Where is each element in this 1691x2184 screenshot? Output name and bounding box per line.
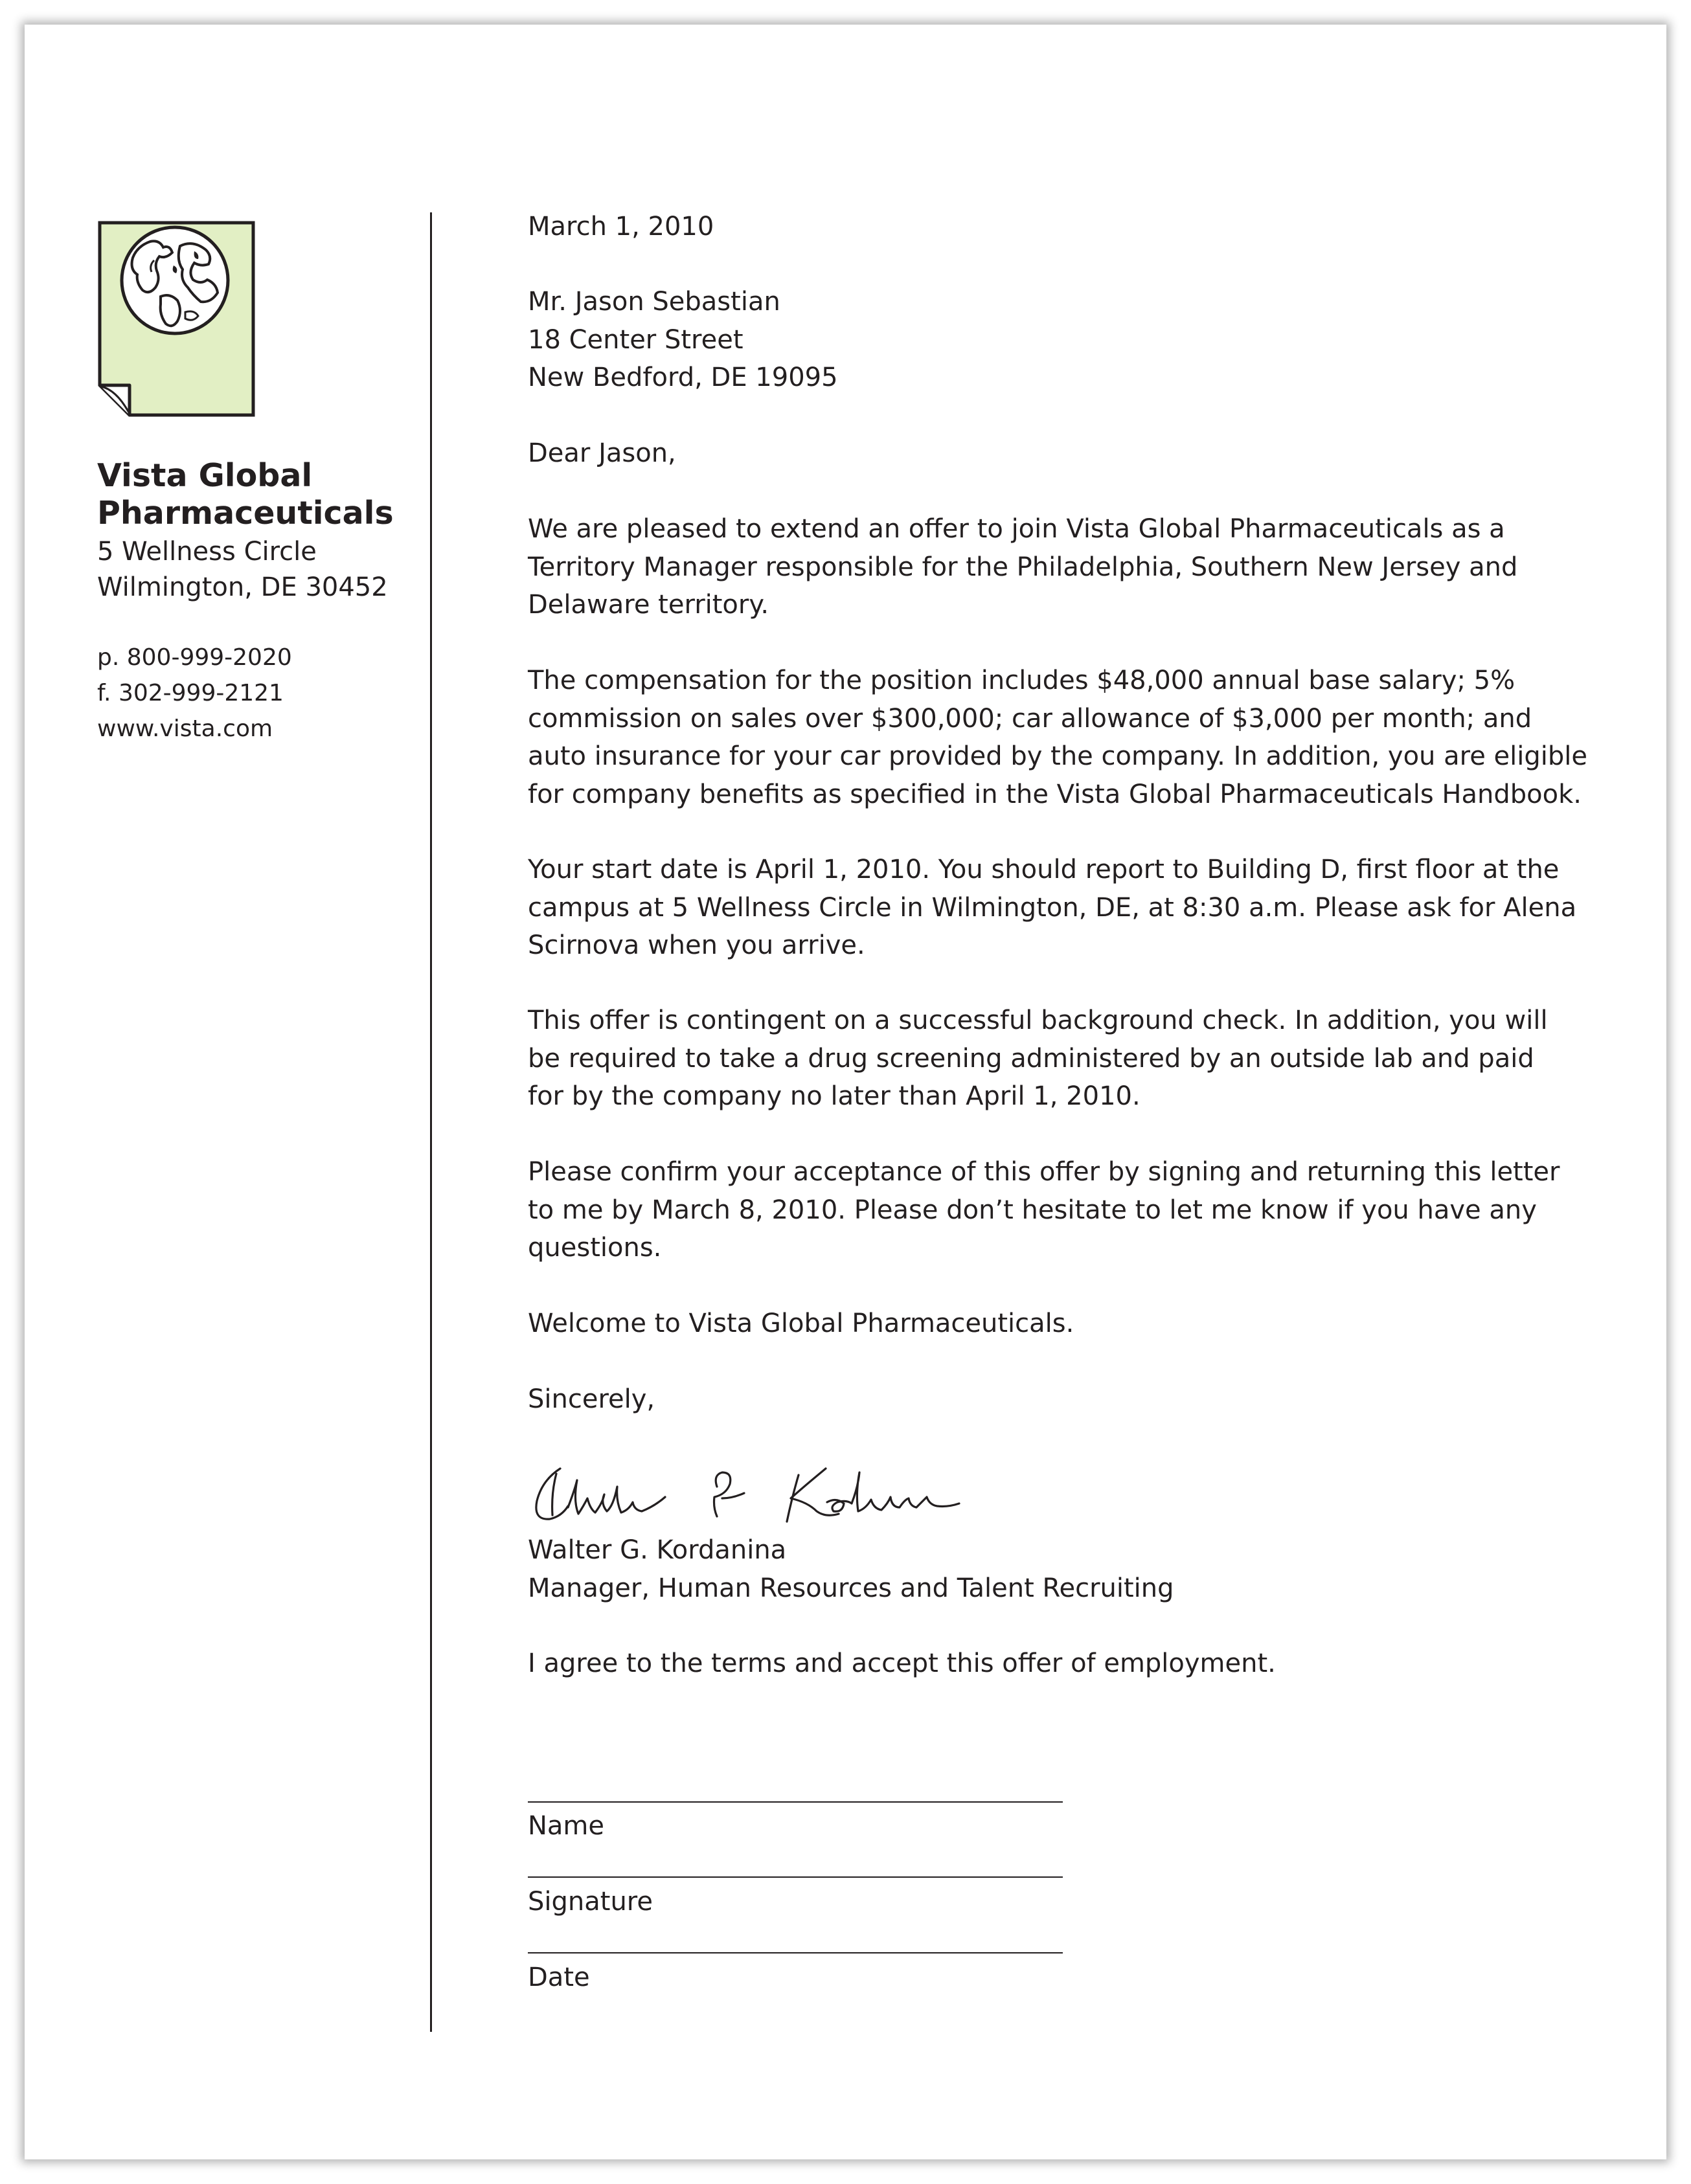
paragraph-offer — [528, 510, 1517, 624]
company-name — [97, 457, 402, 532]
signer-title: Manager, Human Resources and Talent Recruiting — [528, 1573, 1174, 1603]
date-text: March 1, 2010 — [528, 212, 714, 242]
paragraph-line: The compensation for the position includes $48,000 annual base salary; 5% — [528, 666, 1515, 695]
letter-date — [528, 208, 714, 246]
paragraph-line: be required to take a drug screening administered by an outside lab and paid — [528, 1043, 1534, 1074]
company-address — [97, 534, 421, 605]
salutation-text: Dear Jason, — [528, 438, 676, 468]
paragraph-contingency — [528, 1002, 1548, 1116]
letter-page — [25, 25, 1666, 2159]
recipient-address — [528, 283, 838, 397]
signer-block — [528, 1531, 1174, 1607]
welcome-text: Welcome to Vista Global Pharmaceuticals. — [528, 1309, 1074, 1338]
paragraph-line: Territory Manager responsible for the Philadelphia, Southern New Jersey and — [528, 552, 1518, 582]
paragraph-line: campus at 5 Wellness Circle in Wilmington, DE, at 8:30 a.m. Please ask for Alena — [528, 892, 1577, 923]
name-signature-line[interactable] — [528, 1801, 1063, 1803]
date-label: Date — [528, 1963, 590, 1992]
company-name-line: Vista Global — [97, 457, 313, 494]
paragraph-line: Scirnova when you arrive. — [528, 930, 865, 960]
phone-number: p. 800-999-2020 — [97, 644, 292, 671]
paragraph-line: Your start date is April 1, 2010. You should report to Building D, first floor at the — [528, 855, 1560, 884]
paragraph-line: questions. — [528, 1233, 662, 1263]
name-field-label — [528, 1807, 604, 1845]
recipient-line: New Bedford, DE 19095 — [528, 363, 838, 392]
company-contact — [97, 640, 421, 747]
signature-line[interactable] — [528, 1876, 1063, 1878]
vertical-divider — [430, 212, 432, 2032]
closing-text: Sincerely, — [528, 1384, 655, 1414]
paragraph-line: We are pleased to extend an offer to join Vista Global Pharmaceuticals as a — [528, 514, 1505, 544]
company-name-line: Pharmaceuticals — [97, 495, 394, 532]
paragraph-line: to me by March 8, 2010. Please don’t hesitate to let me know if you have any — [528, 1195, 1537, 1225]
paragraph-line: Delaware territory. — [528, 590, 769, 620]
paragraph-line: commission on sales over $300,000; car allowance of $3,000 per month; and — [528, 703, 1532, 734]
paragraph-line: auto insurance for your car provided by the company. In addition, you are eligible — [528, 741, 1587, 771]
closing — [528, 1380, 655, 1419]
signature-field-label — [528, 1883, 653, 1921]
paragraph-line: This offer is contingent on a successful background check. In addition, you will — [528, 1006, 1548, 1035]
paragraph-line: for by the company no later than April 1, 2010. — [528, 1081, 1141, 1111]
address-line: Wilmington, DE 30452 — [97, 572, 388, 602]
paragraph-line: Please confirm your acceptance of this offer by signing and returning this letter — [528, 1157, 1560, 1187]
salutation — [528, 434, 676, 473]
paragraph-confirmation — [528, 1153, 1560, 1267]
paragraph-compensation — [528, 662, 1587, 813]
website-link[interactable]: www.vista.com — [97, 715, 273, 742]
acceptance-statement — [528, 1645, 1276, 1683]
recipient-line: 18 Center Street — [528, 324, 743, 355]
acceptance-text: I agree to the terms and accept this offer of employment. — [528, 1649, 1276, 1678]
handwritten-signature — [528, 1461, 981, 1532]
signer-name: Walter G. Kordanina — [528, 1535, 787, 1565]
recipient-line: Mr. Jason Sebastian — [528, 287, 780, 317]
address-line: 5 Wellness Circle — [97, 537, 317, 567]
paragraph-line: for company benefits as specified in the Vista Global Pharmaceuticals Handbook. — [528, 779, 1582, 809]
signature-label: Signature — [528, 1887, 653, 1917]
date-field-label — [528, 1959, 590, 1997]
date-line[interactable] — [528, 1952, 1063, 1953]
paragraph-start-date — [528, 851, 1576, 965]
fax-number: f. 302-999-2121 — [97, 680, 284, 706]
name-label: Name — [528, 1811, 605, 1841]
globe-logo-icon — [97, 220, 256, 418]
welcome-line — [528, 1305, 1074, 1343]
